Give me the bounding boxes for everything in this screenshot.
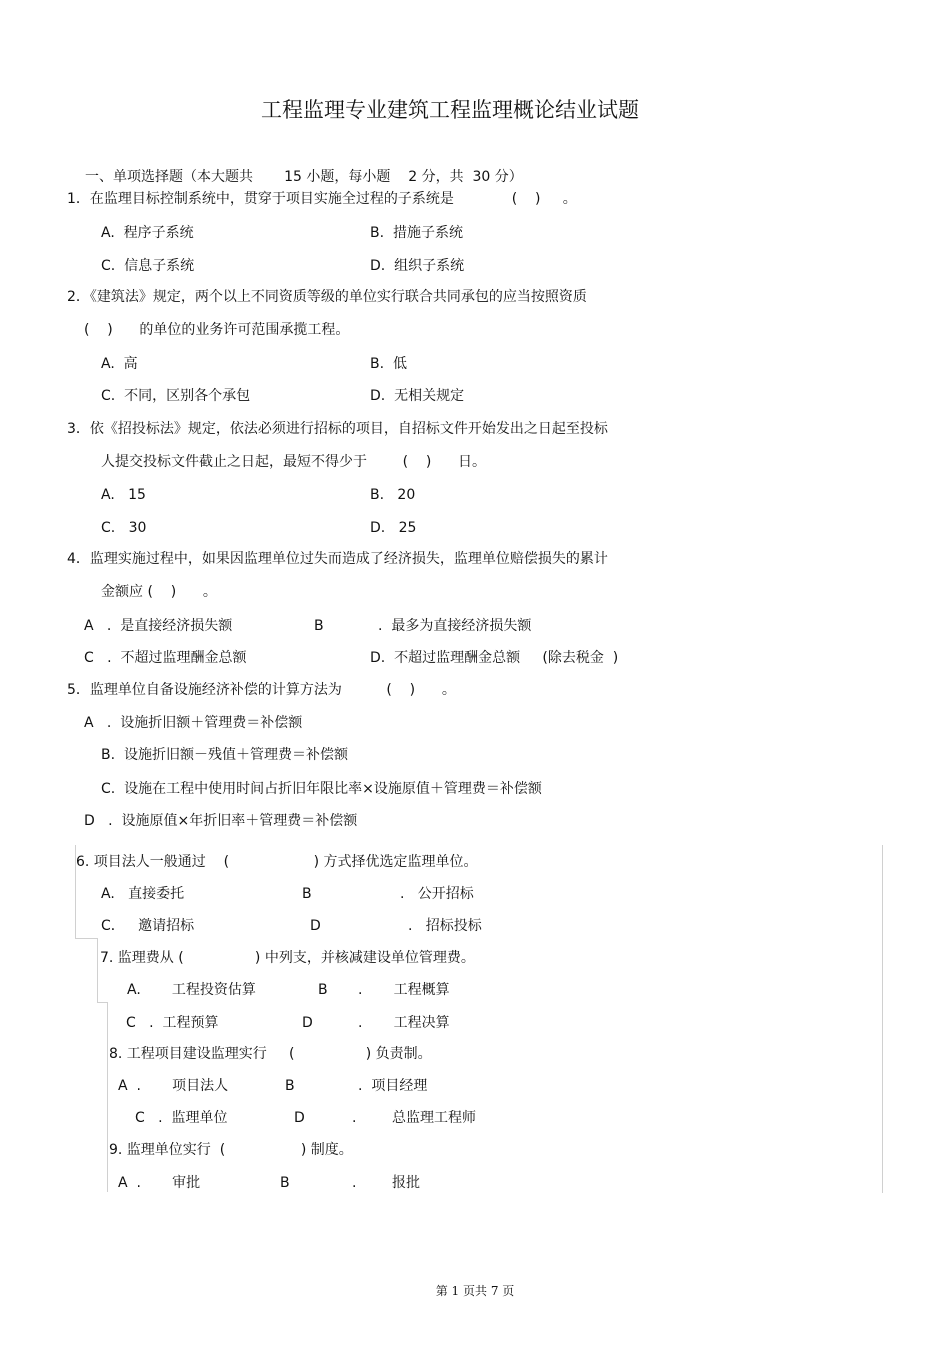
- q9-option-b: . 报批: [352, 1175, 421, 1191]
- frame-line: [107, 1002, 108, 1192]
- q8-option-a: A . 项目法人: [118, 1078, 229, 1094]
- question-2-line-1: 2．《建筑法》规定，两个以上不同资质等级的单位实行联合共同承包的应当按照资质: [67, 289, 587, 305]
- q7-option-a: A. 工程投资估算: [127, 982, 256, 998]
- q6-option-c: C． 邀请招标: [101, 918, 195, 934]
- frame-line: [75, 938, 97, 939]
- q8-option-b-letter: B: [285, 1078, 295, 1094]
- q4-option-a: A . 是直接经济损失额: [84, 618, 233, 634]
- q4-option-b: . 最多为直接经济损失额: [378, 618, 532, 634]
- q5-option-c: C. 设施在工程中使用时间占折旧年限比率×设施原值＋管理费＝补偿额: [101, 781, 542, 797]
- section-header: 一、单项选择题（本大题共 15 小题，每小题 2 分，共 30 分）: [85, 169, 523, 185]
- page-footer: 第 1 页共 7 页: [435, 1284, 515, 1298]
- q4-option-b-letter: B: [314, 618, 324, 634]
- q8-option-b: . 项目经理: [358, 1078, 428, 1094]
- frame-line: [882, 845, 883, 1193]
- q8-option-d-letter: D: [294, 1110, 305, 1126]
- q5-option-a: A . 设施折旧额＋管理费＝补偿额: [84, 715, 303, 731]
- q9-option-a: A . 审批: [118, 1175, 201, 1191]
- q1-option-d: D. 组织子系统: [370, 258, 465, 274]
- q3-option-c: C. 30: [101, 520, 147, 536]
- frame-line: [97, 938, 98, 1002]
- q7-option-b: . 工程概算: [358, 982, 450, 998]
- q8-option-c: C . 监理单位: [135, 1110, 228, 1126]
- question-1: 1．在监理目标控制系统中，贯穿于项目实施全过程的子系统是 ( ) 。: [67, 191, 577, 207]
- q5-option-b: B. 设施折旧额－残值＋管理费＝补偿额: [101, 747, 348, 763]
- q6-option-b-letter: B: [302, 886, 312, 902]
- q8-option-d: . 总监理工程师: [352, 1110, 477, 1126]
- question-3-line-2: 人提交投标文件截止之日起，最短不得少于 ( ) 日。: [101, 454, 487, 470]
- question-8: 8. 工程项目建设监理实行 ( ) 负责制。: [109, 1046, 432, 1062]
- question-9: 9. 监理单位实行 ( ) 制度。: [109, 1142, 353, 1158]
- q7-option-b-letter: B: [318, 982, 328, 998]
- q6-option-d-letter: D: [310, 918, 321, 934]
- q7-option-d-letter: D: [302, 1015, 313, 1031]
- q9-option-b-letter: B: [280, 1175, 290, 1191]
- q2-option-d: D. 无相关规定: [370, 388, 465, 404]
- frame-line: [97, 1002, 107, 1003]
- q6-option-b: . 公开招标: [400, 886, 474, 902]
- q3-option-a: A. 15: [101, 487, 146, 503]
- question-5: 5．监理单位自备设施经济补偿的计算方法为 ( ) 。: [67, 682, 456, 698]
- q6-option-d: . 招标投标: [408, 918, 482, 934]
- q3-option-d: D. 25: [370, 520, 417, 536]
- q2-option-c: C. 不同，区别各个承包: [101, 388, 251, 404]
- q4-option-c: C . 不超过监理酬金总额: [84, 650, 247, 666]
- question-4-line-2: 金额应 ( ) 。: [101, 584, 217, 600]
- q7-option-d: . 工程决算: [358, 1015, 450, 1031]
- question-4-line-1: 4．监理实施过程中，如果因监理单位过失而造成了经济损失，监理单位赔偿损失的累计: [67, 551, 608, 567]
- q4-option-d: D. 不超过监理酬金总额 (除去税金 ): [370, 650, 619, 666]
- q3-option-b: B. 20: [370, 487, 416, 503]
- q1-option-a: A. 程序子系统: [101, 225, 194, 241]
- q7-option-c: C . 工程预算: [126, 1015, 219, 1031]
- q6-option-a: A. 直接委托: [101, 886, 185, 902]
- q2-option-a: A. 高: [101, 356, 138, 372]
- question-7: 7. 监理费从 ( ) 中列支，并核减建设单位管理费。: [100, 950, 475, 966]
- page-title: 工程监理专业建筑工程监理概论结业试题: [261, 98, 639, 122]
- question-3-line-1: 3．依《招投标法》规定，依法必须进行招标的项目，自招标文件开始发出之日起至投标: [67, 421, 608, 437]
- q5-option-d: D . 设施原值×年折旧率＋管理费＝补偿额: [84, 813, 358, 829]
- q1-option-b: B. 措施子系统: [370, 225, 463, 241]
- q1-option-c: C. 信息子系统: [101, 258, 195, 274]
- question-6: 6. 项目法人一般通过 ( ) 方式择优选定监理单位。: [76, 854, 478, 870]
- question-2-line-2: ( ) 的单位的业务许可范围承揽工程。: [84, 322, 350, 338]
- q2-option-b: B. 低: [370, 356, 407, 372]
